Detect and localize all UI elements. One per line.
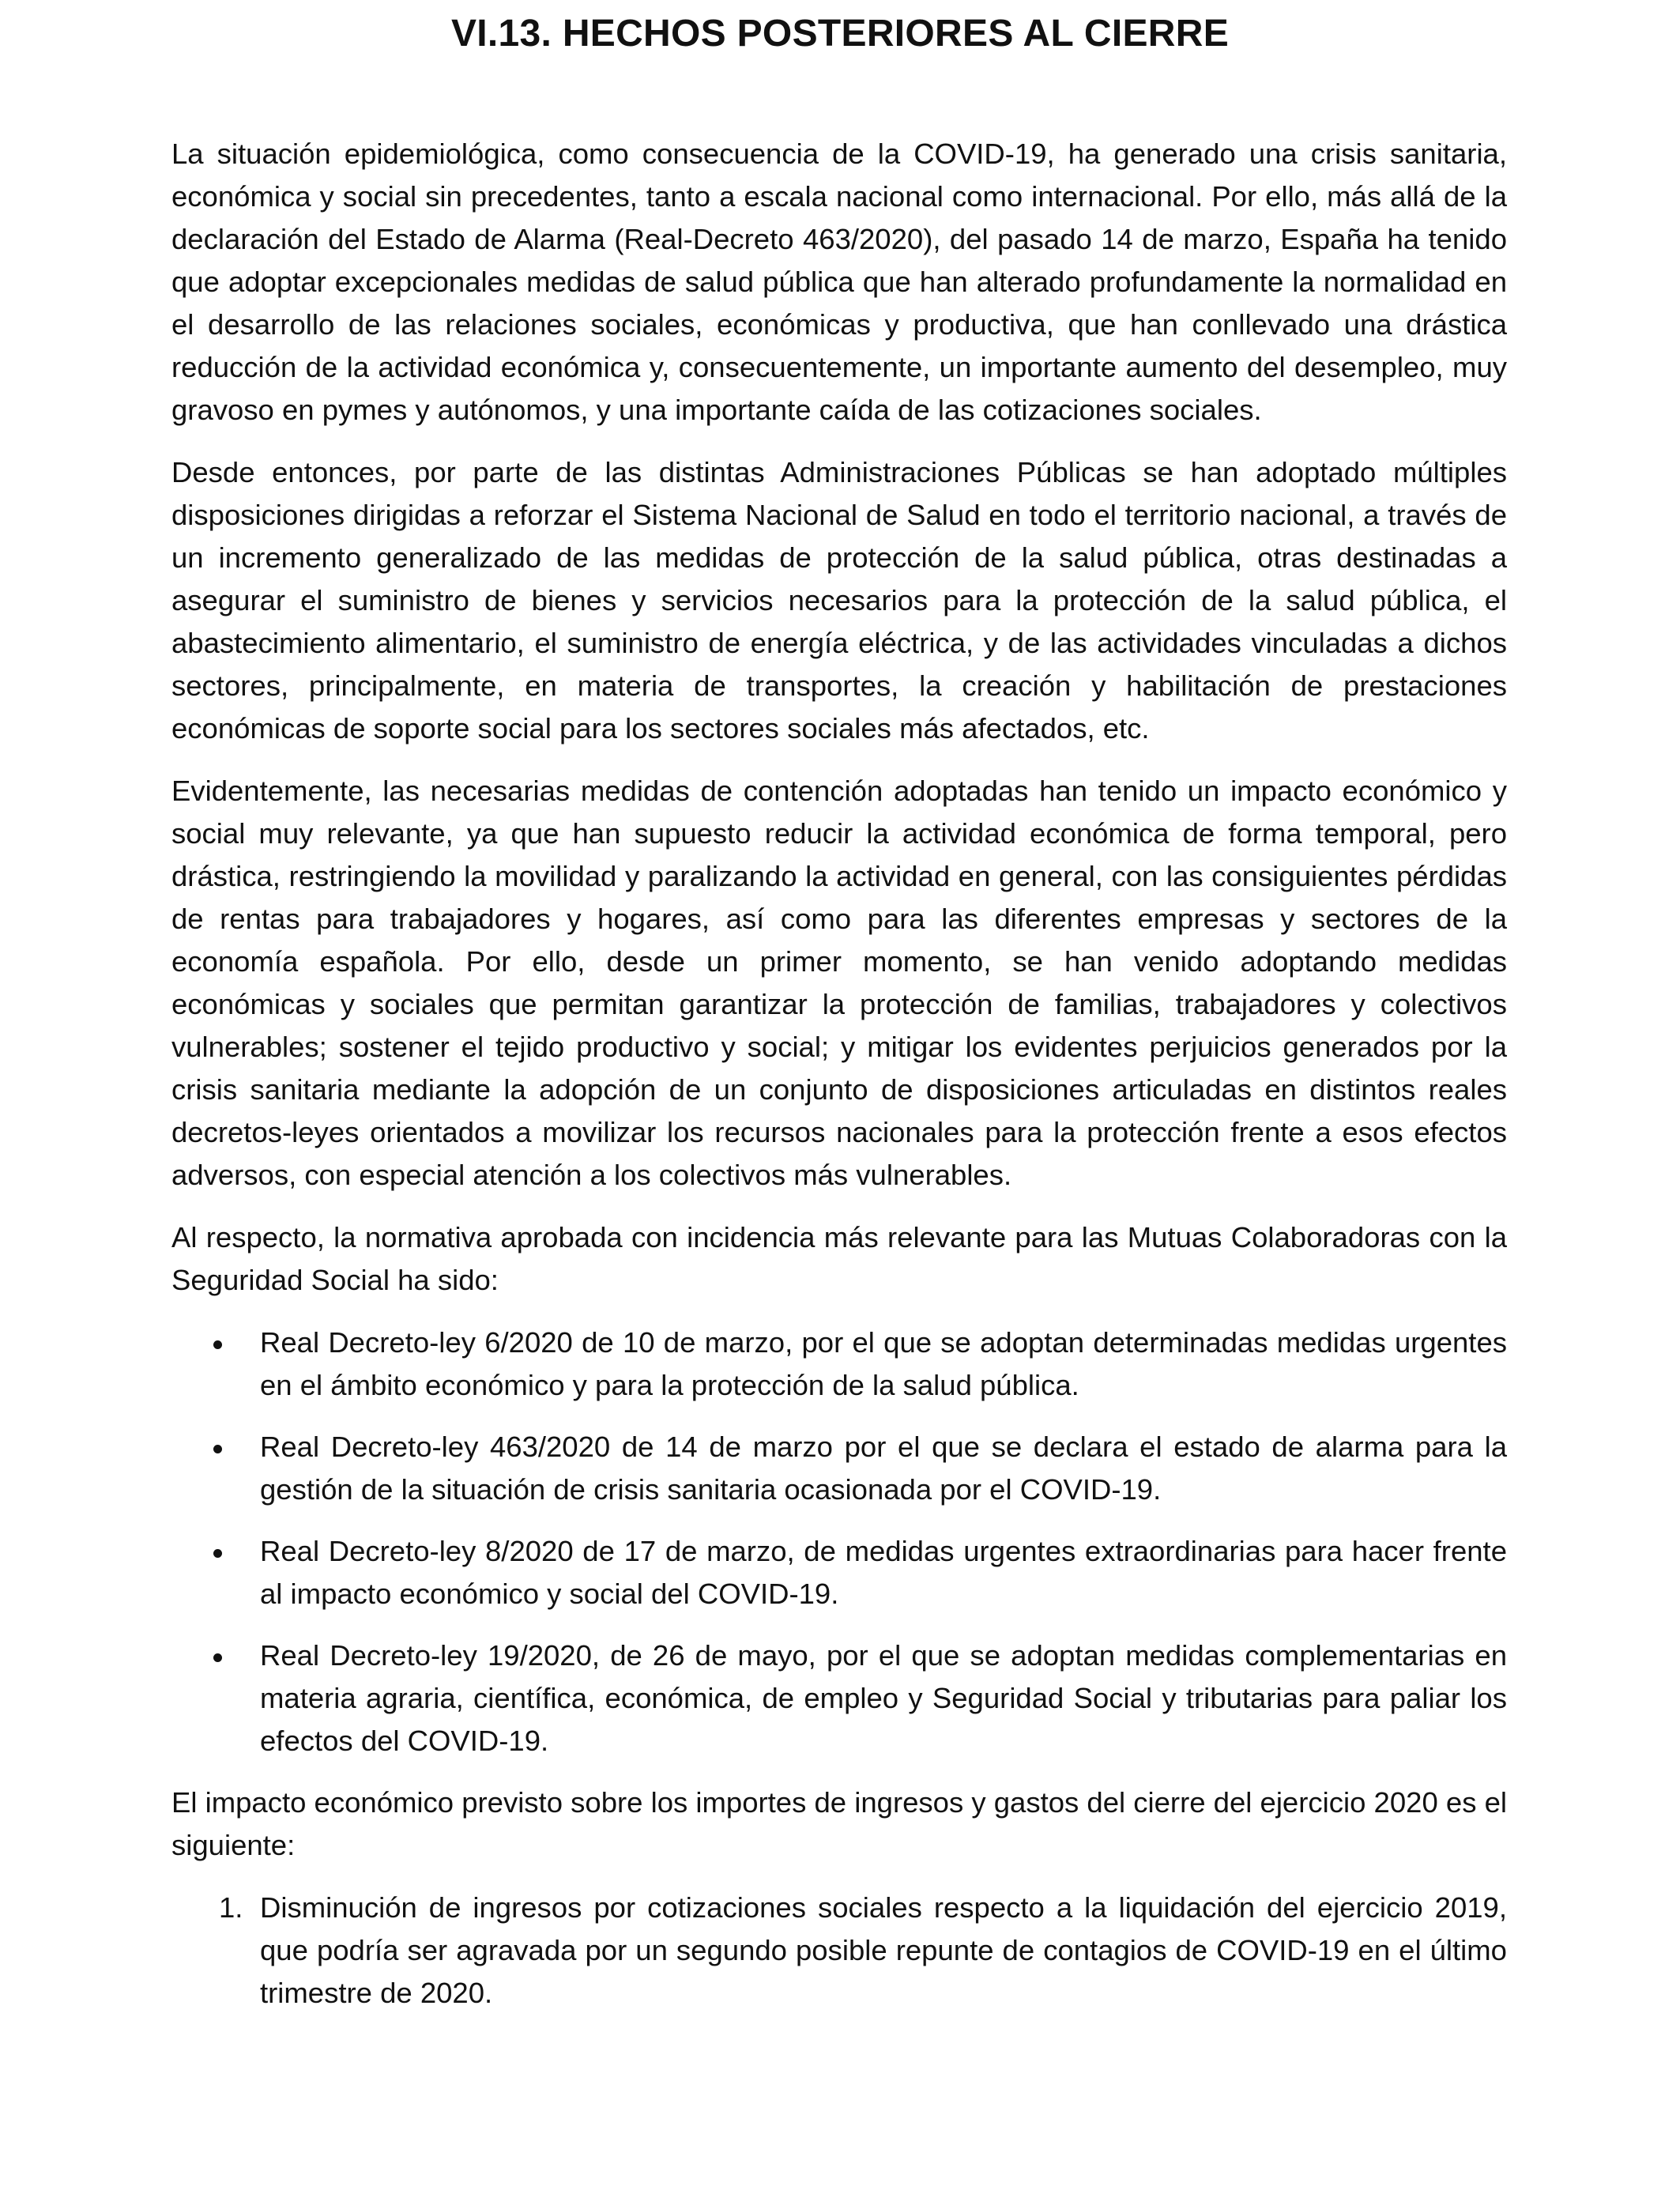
paragraph-economic-impact: Evidentemente, las necesarias medidas de contención adoptadas han tenido un impacto económico y social muy relevante, ya que han supuesto reducir la actividad económica de forma temporal, pero drástica, restringiendo la movilidad y paralizando la actividad en general, con las consiguientes pérdidas de rentas para trabajadores y hogares, así como para las diferentes empresas y sectores de la economía española. Por ello, desde un primer momento, se han venido adoptando medidas económicas y sociales que permitan garantizar la protección de familias, trabajadores y colectivos vulnerables; sostener el tejido productivo y social; y mitigar los evidentes perjuicios generados por la crisis sanitaria mediante la adopción de un conjunto de disposiciones articuladas en distintos reales decretos-leyes orientados a movilizar los recursos nacionales para la protección frente a esos efectos adversos, con especial atención a los colectivos más vulnerables. (171, 775, 1507, 1191)
list-item (171, 1321, 1507, 1407)
document-body (171, 133, 1507, 2034)
impacts-list (171, 1887, 1507, 2015)
list-item (171, 1887, 1507, 2015)
bullet-icon (213, 1445, 222, 1453)
list-item (171, 1530, 1507, 1615)
bullet-icon (213, 1653, 222, 1662)
impact-text: Disminución de ingresos por cotizaciones sociales respecto a la liquidación del ejercicio 2019, que podría ser agravada por un segundo posible repunte de contagios de COVID-19 en el último trimestre de 2020. (260, 1891, 1507, 2009)
list-item (171, 1426, 1507, 1511)
regulations-list (171, 1321, 1507, 1762)
paragraph-administrative-measures: Desde entonces, por parte de las distintas Administraciones Públicas se han adoptado múltiples disposiciones dirigidas a reforzar el Sistema Nacional de Salud en todo el territorio nacional, a través de un incremento generalizado de las medidas de protección de la salud pública, otras destinadas a asegurar el suministro de bienes y servicios necesarios para la protección de la salud pública, el abastecimiento alimentario, el suministro de energía eléctrica, y de las actividades vinculadas a dichos sectores, principalmente, en materia de transportes, la creación y habilitación de prestaciones económicas de soporte social para los sectores sociales más afectados, etc. (171, 456, 1507, 745)
regulation-text: Real Decreto-ley 19/2020, de 26 de mayo, por el que se adoptan medidas complementarias en materia agraria, científica, económica, de empleo y Seguridad Social y tributarias para paliar los efectos del COVID-19. (260, 1639, 1507, 1757)
paragraph-regulations-intro: Al respecto, la normativa aprobada con incidencia más relevante para las Mutuas Colaboradoras con la Seguridad Social ha sido: (171, 1221, 1507, 1296)
paragraph-covid-situation: La situación epidemiológica, como consecuencia de la COVID-19, ha generado una crisis sanitaria, económica y social sin precedentes, tanto a escala nacional como internacional. Por ello, más allá de la declaración del Estado de Alarma (Real-Decreto 463/2020), del pasado 14 de marzo, España ha tenido que adoptar excepcionales medidas de salud pública que han alterado profundamente la normalidad en el desarrollo de las relaciones sociales, económicas y productiva, que han conllevado una drástica reducción de la actividad económica y, consecuentemente, un importante aumento del desempleo, muy gravoso en pymes y autónomos, y una importante caída de las cotizaciones sociales. (171, 138, 1507, 426)
list-item (171, 1634, 1507, 1762)
list-number: 1. (219, 1891, 243, 1924)
bullet-icon (213, 1340, 222, 1349)
regulation-text: Real Decreto-ley 6/2020 de 10 de marzo, por el que se adoptan determinadas medidas urgentes en el ámbito económico y para la protección de la salud pública. (260, 1326, 1507, 1401)
section-title: VI.13. HECHOS POSTERIORES AL CIERRE (450, 13, 1230, 55)
regulation-text: Real Decreto-ley 8/2020 de 17 de marzo, de medidas urgentes extraordinarias para hacer frente al impacto económico y social del COVID-19. (260, 1535, 1507, 1610)
bullet-icon (213, 1549, 222, 1558)
paragraph-impact-intro: El impacto económico previsto sobre los importes de ingresos y gastos del cierre del ejercicio 2020 es el siguiente: (171, 1786, 1507, 1861)
regulation-text: Real Decreto-ley 463/2020 de 14 de marzo por el que se declara el estado de alarma para la gestión de la situación de crisis sanitaria ocasionada por el COVID-19. (260, 1431, 1507, 1506)
